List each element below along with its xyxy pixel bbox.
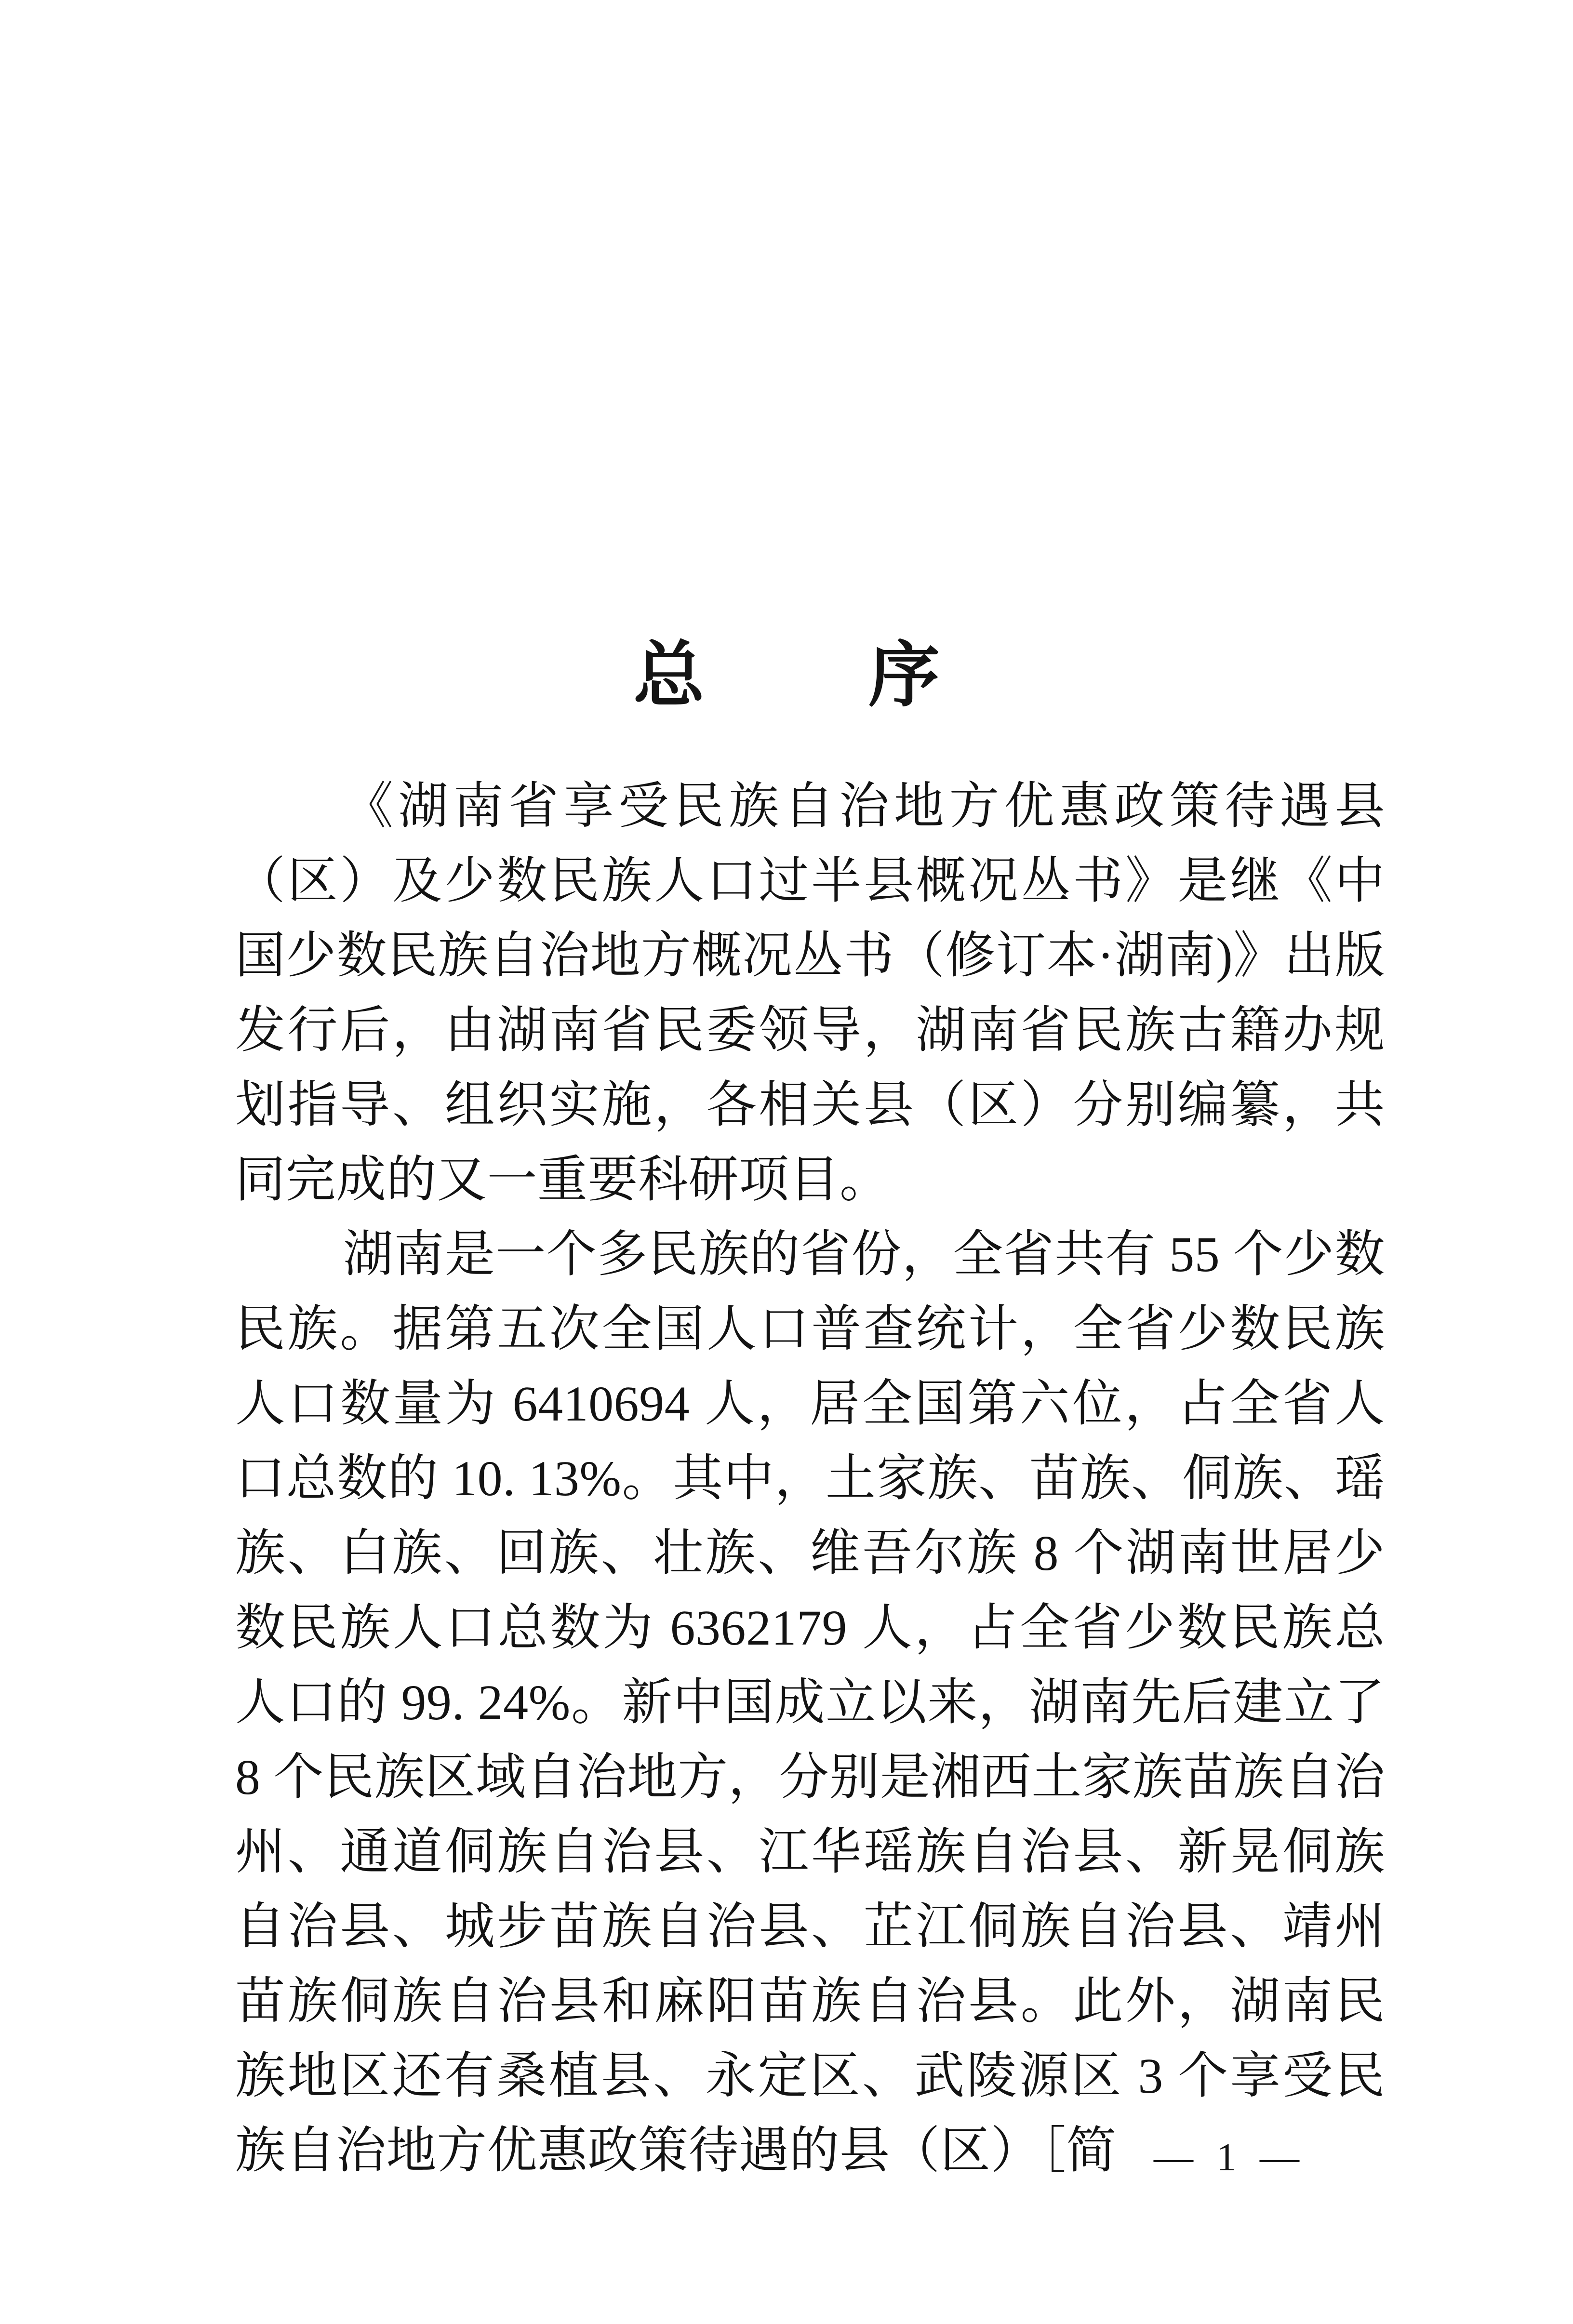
page-footer — [0, 2135, 1573, 2180]
paragraph-2: 湖南是一个多民族的省份，全省共有 55 个少数民族。据第五次全国人口普查统计，全省少数民族人口数量为 6410694 人，居全国第六位，占全省人口总数的 10. 13%。其中，土家族、苗族、侗族、瑶族、白族、回族、壮族、维吾尔族 8 个湖南世居少数民族人口总数为 6362179 人，占全省少数民族总人口的 99. 24%。新中国成立以来，湖南先后建立了 8 个民族区域自治地方，分别是湘西土家族苗族自治州、通道侗族自治县、江华瑶族自治县、新晃侗族自治县、城步苗族自治县、芷江侗族自治县、靖州苗族侗族自治县和麻阳苗族自治县。此外，湖南民族地区还有桑植县、永定区、武陵源区 3 个享受民族自治地方优惠政策待遇的县（区）［简 — [235, 1227, 1385, 2178]
page-title: 总 序 — [633, 637, 986, 716]
page-number: — 1 — — [1154, 2135, 1306, 2179]
body-text-block — [235, 769, 1385, 2188]
paragraph-1: 《湖南省享受民族自治地方优惠政策待遇县（区）及少数民族人口过半县概况丛书》是继《中国少数民族自治地方概况丛书（修订本·湖南)》出版发行后，由湖南省民委领导，湖南省民族古籍办规划指导、组织实施，各相关县（区）分别编纂，共同完成的又一重要科研项目。 — [235, 779, 1385, 1208]
